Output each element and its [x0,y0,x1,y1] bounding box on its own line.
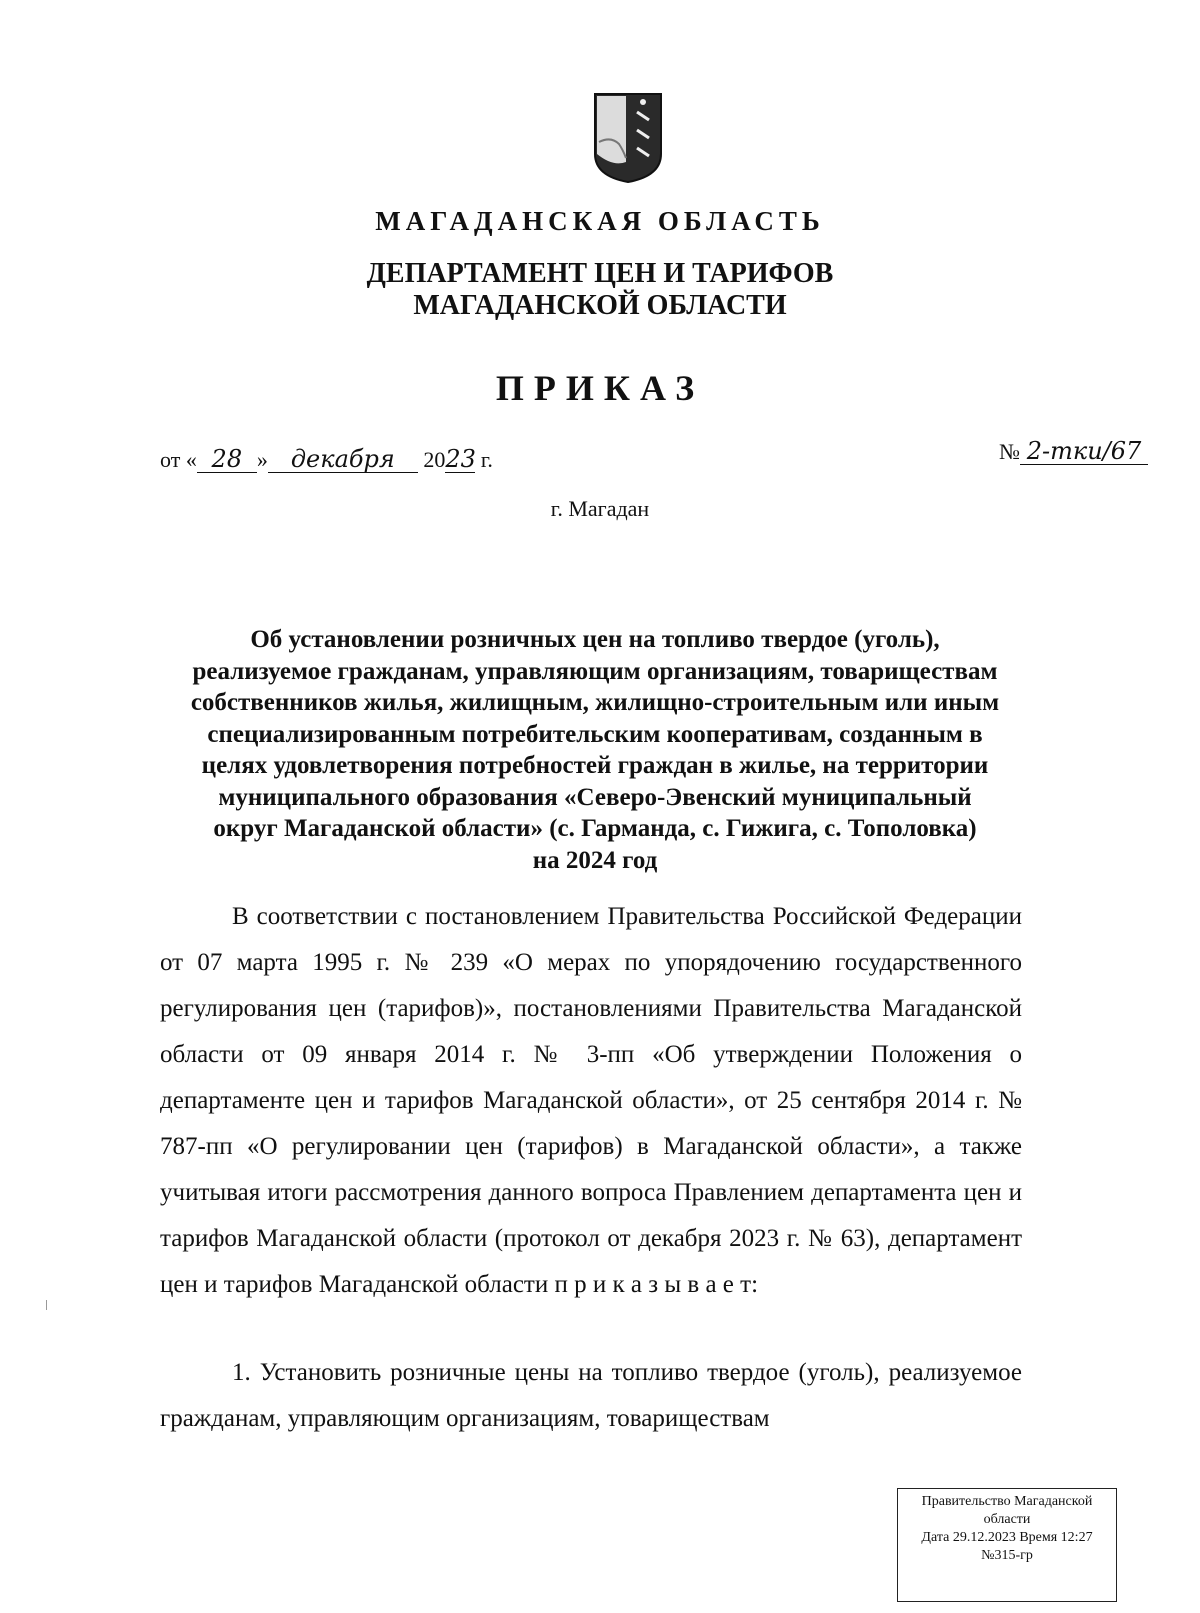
date-mid: » [256,447,268,472]
stamp-line-4: №315-гр [981,1548,1033,1563]
body-paragraph-preamble: В соответствии с постановлением Правительства Российской Федерации от 07 марта 1995 г. № 239 «О мерах по упорядочению государственного регулирования цен (тарифов)», постановлениями Правительства Магаданской области от 09 января 2014 г. № 3-пп «Об утверждении Положения о департаменте цен и тарифов Магаданской области», от 25 сентября 2014 г. № 787-пп «О регулировании цен (тарифов) в Магаданской области», а также учитывая итоги рассмотрения данного вопроса Правлением департамента цен и тарифов Магаданской области (протокол от декабря 2023 г. № 63), департамент цен и тарифов Магаданской области п р и к а з ы в а е т: [160,903,1022,1298]
date-prefix: от « [160,447,197,472]
title-line: Об установлении розничных цен на топливо твердое (уголь), [250,626,940,653]
title-line: округ Магаданской области» (с. Гарманда, с. Гижига, с. Тополовка) [213,815,977,842]
title-line: целях удовлетворения потребностей граждан в жилье, на территории [201,752,989,779]
date-year-suffix: 23 [445,445,476,473]
date-month: декабря [268,446,418,473]
department-heading [0,258,1200,322]
department-line-1: ДЕПАРТАМЕНТ ЦЕН И ТАРИФОВ [366,258,834,289]
title-line: на 2024 год [532,846,658,874]
document-title [150,624,1040,876]
department-line-2: МАГАДАНСКОЙ ОБЛАСТИ [413,290,787,321]
document-type-heading: ПРИКАЗ [495,368,705,408]
title-line: специализированным потребительским кооперативам, созданным в [207,720,983,748]
stamp-line-3: Дата 29.12.2023 Время 12:27 [921,1530,1093,1545]
date-year-prefix: 20 [423,447,446,472]
registration-stamp [897,1488,1117,1602]
region-heading: МАГАДАНСКАЯ ОБЛАСТЬ [375,206,825,236]
stamp-line-2: области [983,1512,1031,1527]
document-number [999,438,1148,465]
body-paragraph-item-1: 1. Установить розничные цены на топливо твердое (уголь), реализуемое гражданам, управляющим организациям, товариществам [160,1359,1022,1432]
number-prefix: № [999,439,1020,464]
number-value: 2-тки/67 [1020,438,1148,465]
city: г. Магадан [550,496,650,521]
coat-of-arms-icon [593,92,663,184]
scan-edge-mark [46,1300,47,1310]
title-line: муниципального образования «Северо-Эвенский муниципальный [218,783,972,811]
date-suffix: г. [475,447,493,472]
stamp-line-1: Правительство Магаданской [921,1494,1093,1509]
date-day: 28 [197,446,257,473]
title-line: реализуемое гражданам, управляющим организациям, товариществам [192,657,998,685]
title-line: собственников жилья, жилищным, жилищно-строительным или иным [190,689,1000,716]
document-date [160,446,493,473]
